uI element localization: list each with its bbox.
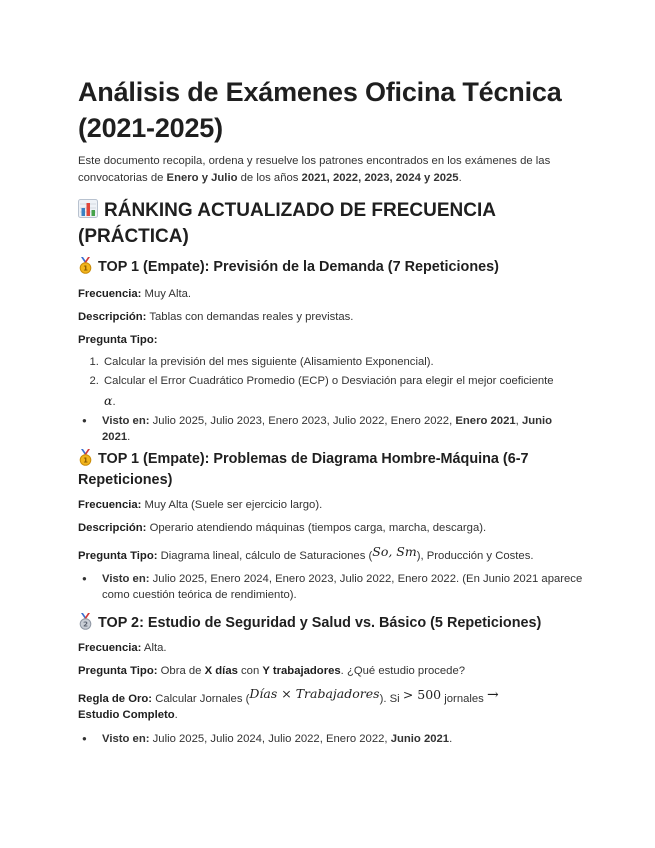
seen-value: Julio 2025, Julio 2024, Julio 2022, Enero 2022, — [149, 733, 391, 745]
rule-end: . — [174, 709, 178, 721]
top1-demand-frequency — [78, 286, 583, 302]
list-item: 1. Calcular la previsión del mes siguiente (Alisamiento Exponencial). — [102, 354, 583, 370]
top1-man-machine-description — [78, 520, 583, 536]
seen-label: Visto en: — [102, 573, 150, 585]
top2-safety-block — [78, 613, 583, 747]
top2-safety-frequency — [78, 640, 583, 656]
top1-demand-question-label — [78, 332, 583, 348]
top1-man-machine-block — [78, 449, 583, 603]
top1-man-machine-seen-list — [78, 571, 583, 603]
top1-man-machine-frequency — [78, 497, 583, 513]
seen-value: Julio 2025, Julio 2023, Enero 2023, Julio 2022, Enero 2022, — [149, 415, 456, 427]
rule-text: jornales — [441, 693, 487, 705]
bar-chart-icon — [78, 199, 98, 218]
top1-demand-seen-list — [78, 413, 583, 445]
top1-demand-block — [78, 257, 583, 445]
rule-text: ). Si — [379, 693, 403, 705]
list-item — [102, 413, 583, 445]
top2-seen-list — [78, 731, 583, 747]
question-text: Obra de — [157, 665, 205, 677]
svg-text:1: 1 — [83, 456, 88, 465]
silver-medal-icon — [78, 613, 93, 630]
intro-text: . — [458, 172, 462, 184]
question-text: ), Producción y Costes. — [416, 550, 534, 562]
top1-man-machine-question — [78, 544, 583, 564]
gold-medal-icon — [78, 449, 93, 466]
seen-highlight: Junio 2021 — [102, 415, 553, 443]
document-title: Análisis de Exámenes Oficina Técnica (2021-2025) — [78, 77, 562, 143]
seen-label: Visto en: — [102, 733, 150, 745]
frequency-value: Alta. — [141, 642, 167, 654]
top1-demand-description — [78, 309, 583, 325]
top2-safety-question — [78, 663, 583, 679]
alpha-symbol: α — [104, 393, 113, 408]
list-item — [102, 373, 583, 410]
description-value: Operario atendiendo máquinas (tiempos carga, marcha, descarga). — [146, 522, 487, 534]
seen-highlight: Junio 2021 — [390, 733, 450, 745]
seen-highlight: Enero 2021 — [455, 415, 516, 427]
frequency-value: Muy Alta (Suele ser ejercicio largo). — [141, 499, 323, 511]
question-days: X días — [204, 665, 238, 677]
top2-safety-title — [78, 613, 583, 634]
section-heading-text: RÁNKING ACTUALIZADO DE FRECUENCIA (PRÁCTICA) — [78, 200, 496, 247]
top1-demand-title-text: TOP 1 (Empate): Previsión de la Demanda (7 Repeticiones) — [98, 259, 499, 275]
seen-end: . — [449, 733, 453, 745]
top1-man-machine-title — [78, 449, 583, 491]
rule-text: Calcular Jornales ( — [152, 693, 250, 705]
section-heading — [78, 198, 598, 250]
svg-text:1: 1 — [83, 264, 88, 273]
rule-label: Regla de Oro: — [78, 693, 153, 705]
jornales-formula: Días × Trabajadores — [249, 686, 380, 701]
top1-demand-question-list — [78, 354, 583, 410]
question-workers: Y trabajadores — [262, 665, 341, 677]
description-value: Tablas con demandas reales y previstas. — [146, 311, 354, 323]
alpha-period: . — [112, 396, 116, 408]
seen-label: Visto en: — [102, 415, 150, 427]
intro-text: de los años — [237, 172, 302, 184]
arrow-icon: → — [486, 687, 499, 703]
question-label: Pregunta Tipo: — [78, 550, 158, 562]
intro-text: Este documento recopila, ordena y resuelve los patrones encontrados en los exámenes de las convocatorias de — [78, 155, 551, 184]
description-label: Descripción: — [78, 522, 147, 534]
svg-text:2: 2 — [83, 620, 88, 629]
frequency-value: Muy Alta. — [141, 288, 192, 300]
question-text: . ¿Qué estudio procede? — [340, 665, 466, 677]
question-label: Pregunta Tipo: — [78, 334, 158, 346]
threshold-math: > 500 — [402, 687, 442, 702]
top1-man-machine-title-text: TOP 1 (Empate): Problemas de Diagrama Hombre-Máquina (6-7 Repeticiones) — [78, 451, 529, 488]
question-text: Diagrama lineal, cálculo de Saturaciones ( — [157, 550, 373, 562]
frequency-label: Frecuencia: — [78, 499, 142, 511]
seen-value: Julio 2025, Enero 2024, Enero 2023, Julio 2022, Enero 2022. (En Junio 2021 aparece como cuestión teórica de rendimiento). — [102, 573, 583, 601]
list-item — [102, 731, 583, 747]
question-label: Pregunta Tipo: — [78, 665, 158, 677]
question-text: con — [237, 665, 263, 677]
list-item — [102, 571, 583, 603]
intro-paragraph — [78, 153, 583, 187]
frequency-label: Frecuencia: — [78, 642, 142, 654]
seen-separator: , — [515, 415, 522, 427]
intro-convocatorias: Enero y Julio — [166, 172, 238, 184]
list-item-text: Calcular el Error Cuadrático Promedio (ECP) o Desviación para elegir el mejor coeficiente — [104, 375, 554, 387]
top1-demand-title — [78, 257, 583, 278]
seen-end: . — [127, 431, 131, 443]
intro-years: 2021, 2022, 2023, 2024 y 2025 — [301, 172, 459, 184]
rule-result: Estudio Completo — [78, 709, 175, 721]
saturation-math: So, Sm — [372, 544, 417, 559]
top2-golden-rule — [78, 686, 583, 723]
gold-medal-icon — [78, 257, 93, 274]
top2-safety-title-text: TOP 2: Estudio de Seguridad y Salud vs. Básico (5 Repeticiones) — [98, 615, 542, 631]
frequency-label: Frecuencia: — [78, 288, 142, 300]
description-label: Descripción: — [78, 311, 147, 323]
